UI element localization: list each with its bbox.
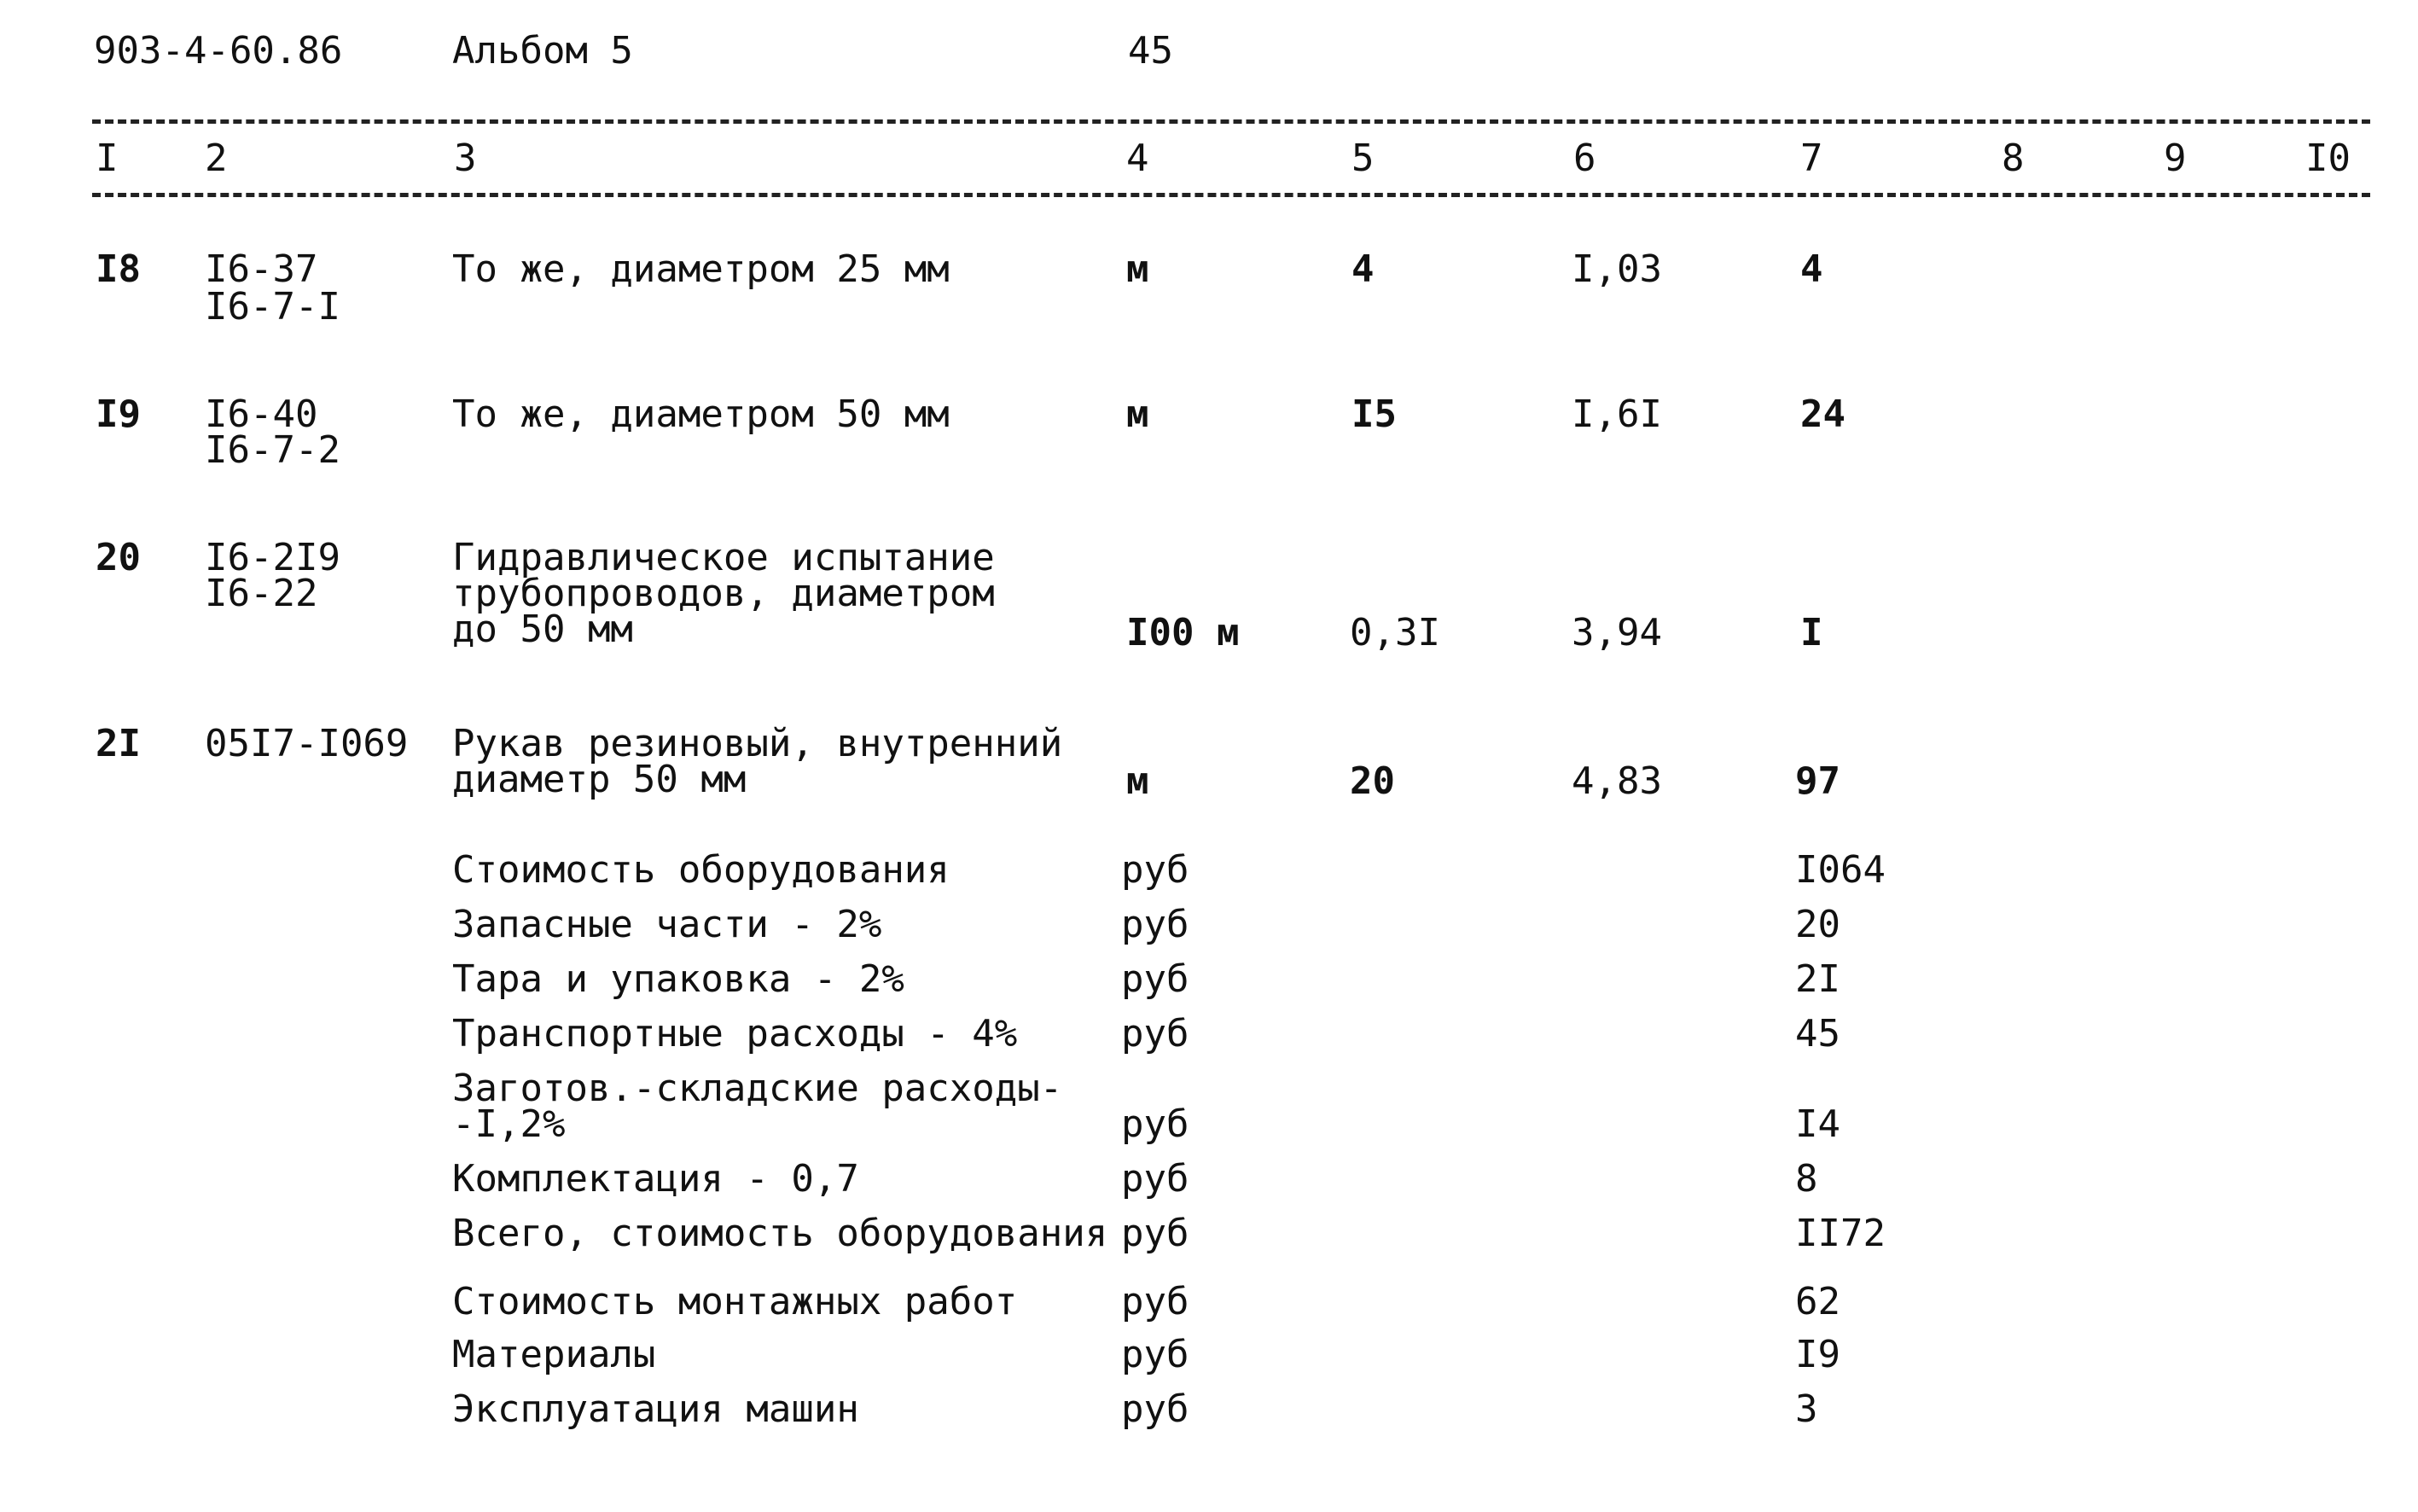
quantity: 4 — [1351, 247, 1375, 291]
album-label: Альбом 5 — [452, 29, 633, 73]
summary-label: Комплектация - 0,7 — [452, 1157, 859, 1201]
summary-value: 8 — [1795, 1157, 1818, 1201]
item-description: То же, диаметром 50 мм — [452, 393, 950, 436]
price-code: I6-40 — [205, 393, 318, 436]
unit: м — [1126, 759, 1149, 803]
summary-label: Заготов.-складские расходы- — [452, 1067, 1063, 1110]
total: I — [1800, 611, 1823, 654]
col-3-header: 3 — [454, 137, 477, 180]
summary-value: 3 — [1795, 1387, 1818, 1431]
price-code: I6-37 — [205, 247, 318, 291]
summary-unit: руб — [1121, 957, 1189, 1001]
unit: I00 м — [1126, 611, 1240, 654]
price-code-secondary: I6-7-I — [205, 285, 340, 329]
summary-unit: руб — [1121, 1280, 1189, 1323]
col-8-header: 8 — [2002, 137, 2025, 180]
unit-price: 3,94 — [1572, 611, 1662, 654]
summary-value: 45 — [1795, 1012, 1840, 1055]
row-number: I9 — [96, 393, 141, 436]
item-description-line: диаметр 50 мм — [452, 758, 747, 801]
quantity: 20 — [1350, 759, 1395, 803]
total: 24 — [1800, 393, 1845, 436]
summary-label: Тара и упаковка - 2% — [452, 957, 904, 1001]
col-4-header: 4 — [1126, 137, 1149, 180]
summary-value: I064 — [1795, 848, 1886, 892]
summary-unit: руб — [1121, 903, 1189, 946]
summary-value: 20 — [1795, 903, 1840, 946]
col-10-header: I0 — [2305, 137, 2351, 180]
row-number: 20 — [96, 536, 141, 579]
unit: м — [1126, 393, 1149, 436]
total: 4 — [1800, 247, 1823, 291]
doc-code: 903-4-60.86 — [94, 29, 343, 73]
col-7-header: 7 — [1800, 137, 1823, 180]
page-number: 45 — [1128, 29, 1173, 73]
summary-value: 62 — [1795, 1280, 1840, 1323]
item-description-line: до 50 мм — [452, 608, 633, 651]
quantity: I5 — [1351, 393, 1397, 436]
summary-unit: руб — [1121, 1387, 1189, 1431]
summary-unit: руб — [1121, 1157, 1189, 1201]
summary-unit: руб — [1121, 1012, 1189, 1055]
summary-unit: руб — [1121, 848, 1189, 892]
unit-price: I,03 — [1572, 247, 1662, 291]
summary-label: Стоимость оборудования — [452, 848, 950, 892]
item-description: Рукав резиновый, внутренний — [452, 722, 1063, 765]
header-rule-bottom — [92, 193, 2370, 197]
col-9-header: 9 — [2164, 137, 2187, 180]
item-description: То же, диаметром 25 мм — [452, 247, 950, 291]
price-code-secondary: I6-22 — [205, 572, 318, 615]
col-6-header: 6 — [1573, 137, 1596, 180]
col-5-header: 5 — [1351, 137, 1375, 180]
summary-value: II72 — [1795, 1212, 1886, 1255]
unit-price: I,6I — [1572, 393, 1662, 436]
summary-unit: руб — [1121, 1212, 1189, 1255]
quantity: 0,3I — [1350, 611, 1440, 654]
summary-label: Транспортные расходы - 4% — [452, 1012, 1018, 1055]
summary-label: Запасные части - 2% — [452, 903, 882, 946]
price-code-secondary: I6-7-2 — [205, 428, 340, 472]
summary-label: Всего, стоимость оборудования — [452, 1212, 1108, 1255]
header-rule-top — [92, 119, 2370, 124]
summary-value: 2I — [1795, 957, 1840, 1001]
summary-label: Эксплуатация машин — [452, 1387, 859, 1431]
summary-value: I4 — [1795, 1102, 1840, 1146]
summary-unit: руб — [1121, 1333, 1189, 1376]
col-1-header: I — [96, 137, 119, 180]
summary-label-continuation: -I,2% — [452, 1102, 566, 1146]
price-code: I6-2I9 — [205, 536, 340, 579]
col-2-header: 2 — [205, 137, 228, 180]
summary-unit: руб — [1121, 1102, 1189, 1146]
item-description: Гидравлическое испытание — [452, 536, 995, 579]
item-description-line: трубопроводов, диаметром — [452, 572, 995, 615]
summary-value: I9 — [1795, 1333, 1840, 1376]
summary-label: Стоимость монтажных работ — [452, 1280, 1018, 1323]
price-code: 05I7-I069 — [205, 722, 409, 765]
unit-price: 4,83 — [1572, 759, 1662, 803]
unit: м — [1126, 247, 1149, 291]
row-number: I8 — [96, 247, 141, 291]
summary-label: Материалы — [452, 1333, 656, 1376]
total: 97 — [1795, 759, 1840, 803]
row-number: 2I — [96, 722, 141, 765]
